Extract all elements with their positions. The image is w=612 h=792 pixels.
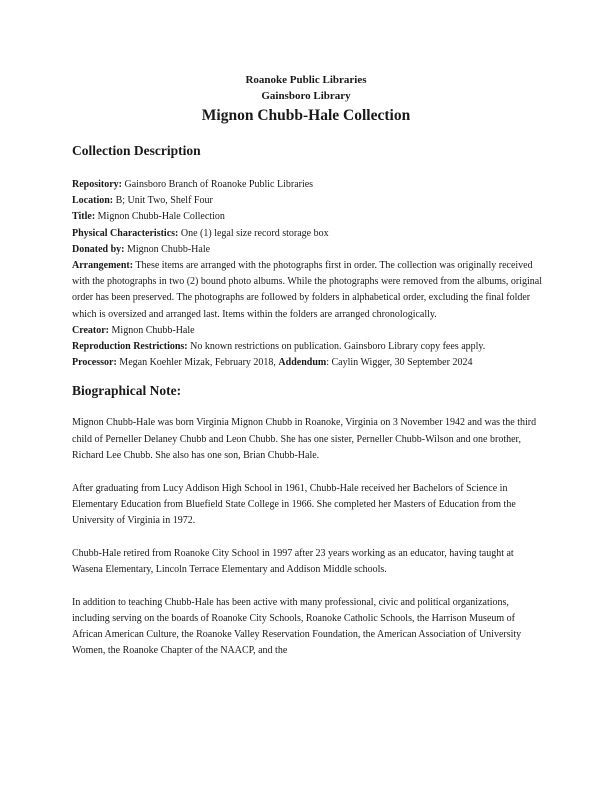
addendum-value: : Caylin Wigger, 30 September 2024 <box>326 357 473 369</box>
biographical-note-section <box>72 382 544 659</box>
arrangement-value: These items are arranged with the photographs first in order. The collection was originally received with the photographs in two (2) bound photo albums. While the photographs were removed from the albums, original order has been preserved. The photographs are followed by folders in alphabetical order, excluding the final folder which is oversized and arranged last. Items within the folders are arranged chronologically. <box>72 260 543 320</box>
bio-paragraph: In addition to teaching Chubb-Hale has been active with many professional, civic and political organizations, including serving on the boards of Roanoke City Schools, Roanoke Catholic Schools, the Harrison Museum of African American Culture, the Roanoke Valley Reservation Foundation, the American Association of University Women, the Roanoke Chapter of the NAACP, and the <box>72 596 522 657</box>
physical-characteristics-value: One (1) legal size record storage box <box>178 227 329 239</box>
document-header <box>0 72 612 127</box>
processor-value: Megan Koehler Mizak, February 2018, <box>116 357 279 369</box>
document-body <box>72 142 544 676</box>
creator-value: Mignon Chubb-Hale <box>109 324 195 336</box>
collection-description-section <box>72 142 544 371</box>
repository-value: Gainsboro Branch of Roanoke Public Libraries <box>122 179 314 190</box>
biographical-note-heading: Biographical Note: <box>72 383 182 399</box>
collection-description-heading: Collection Description <box>72 143 201 158</box>
title-field <box>72 209 544 225</box>
title-value: Mignon Chubb-Hale Collection <box>95 211 225 223</box>
physical-characteristics-label: Physical Characteristics: <box>72 227 179 239</box>
addendum-label: Addendum <box>278 357 327 369</box>
title-label: Title: <box>72 211 96 223</box>
reproduction-restrictions-value: No known restrictions on publication. Gainsboro Library copy fees apply. <box>187 341 486 353</box>
bio-paragraph: Chubb-Hale retired from Roanoke City School in 1997 after 23 years working as an educator, having taught at Wasena Elementary, Lincoln Terrace Elementary and Addison Middle schools. <box>72 547 514 575</box>
donated-by-label: Donated by: <box>72 243 125 255</box>
processor-label: Processor: <box>72 357 117 369</box>
reproduction-restrictions-label: Reproduction Restrictions: <box>72 341 188 353</box>
location-label: Location: <box>72 195 114 207</box>
arrangement-label: Arrangement: <box>72 260 134 272</box>
location-value: B; Unit Two, Shelf Four <box>113 195 213 207</box>
creator-label: Creator: <box>72 324 110 336</box>
creator-field <box>72 323 544 339</box>
donated-by-value: Mignon Chubb-Hale <box>124 243 211 255</box>
donated-by-field <box>72 242 544 258</box>
repository-label: Repository: <box>72 179 122 190</box>
page-title: Mignon Chubb-Hale Collection <box>201 107 411 124</box>
repository-field <box>72 177 544 193</box>
header-branch: Gainsboro Library <box>261 90 351 102</box>
arrangement-field <box>72 258 544 323</box>
processor-field <box>72 355 544 371</box>
reproduction-restrictions-field <box>72 339 544 355</box>
header-organization: Roanoke Public Libraries <box>245 74 367 86</box>
bio-paragraph: Mignon Chubb-Hale was born Virginia Mignon Chubb in Roanoke, Virginia on 3 November 1942 and was the third child of Perneller Delaney Chubb and Leon Chubb. She has one sister, Perneller Chubb-Wilson and one brother, Richard Lee Chubb. She also has one son, Brian Chubb-Hale. <box>72 417 537 461</box>
bio-paragraph: After graduating from Lucy Addison High School in 1961, Chubb-Hale received her Bachelors of Science in Elementary Education from Bluefield State College in 1966. She completed her Masters of Education from the University of Virginia in 1972. <box>72 482 516 526</box>
location-field <box>72 193 544 209</box>
physical-characteristics-field <box>72 226 544 242</box>
